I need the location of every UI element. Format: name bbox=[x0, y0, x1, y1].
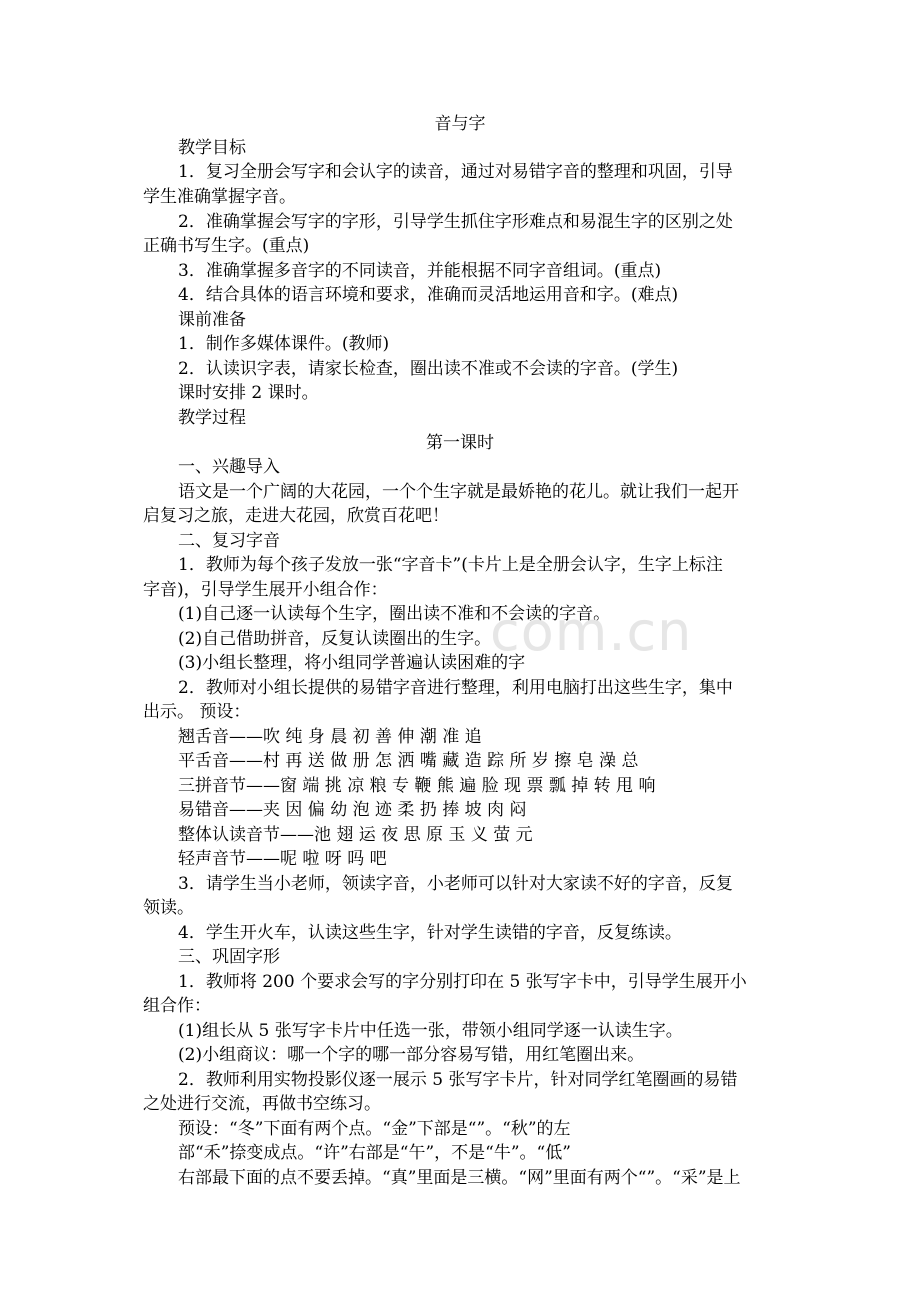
text-line: 1．教师将 200 个要求会写的字分别打印在 5 张写字卡中，引导学生展开小 bbox=[178, 972, 747, 992]
text-line: 之处进行交流，再做书空练习。 bbox=[143, 1094, 381, 1114]
text-line: 1．教师为每个孩子发放一张“字音卡”(卡片上是全册会认字，生字上标注 bbox=[178, 555, 723, 575]
text-line: 2．教师对小组长提供的易错字音进行整理，利用电脑打出这些生字，集中 bbox=[178, 678, 733, 698]
text-line: 2．认读识字表，请家长检查，圈出读不准或不会读的字音。(学生) bbox=[178, 359, 679, 379]
text-line: 1．复习全册会写字和会认字的读音，通过对易错字音的整理和巩固，引导 bbox=[178, 162, 733, 182]
heading-teaching-process: 教学过程 bbox=[178, 408, 246, 428]
text-line: 4．结合具体的语言环境和要求，准确而灵活地运用音和字。(难点) bbox=[178, 285, 679, 305]
text-line: 字音)，引导学生展开小组合作： bbox=[143, 580, 388, 600]
section-heading: 一、兴趣导入 bbox=[178, 457, 280, 477]
char-list-line: 翘舌音——吹 纯 身 晨 初 善 伸 潮 准 追 bbox=[178, 727, 482, 747]
text-line: 1．制作多媒体课件。(教师) bbox=[178, 334, 390, 354]
text-line: 出示。 预设： bbox=[143, 702, 251, 722]
text-line: 课时安排 2 课时。 bbox=[178, 383, 319, 403]
text-line: 正确书写生字。(重点) bbox=[143, 236, 310, 256]
text-line: (2)自己借助拼音，反复认读圈出的生字。 bbox=[178, 629, 492, 649]
text-line: 组合作： bbox=[143, 996, 211, 1016]
text-line: 部“禾”捺变成点。“许”右部是“午”，不是“牛”。“低” bbox=[178, 1143, 571, 1163]
text-line: 启复习之旅，走进大花园，欣赏百花吧！ bbox=[143, 506, 449, 526]
text-line: 领读。 bbox=[143, 898, 194, 918]
watermark: com.cn bbox=[490, 600, 693, 663]
text-line: 3．准确掌握多音字的不同读音，并能根据不同字音组词。(重点) bbox=[178, 261, 662, 281]
heading-preparation: 课前准备 bbox=[178, 310, 246, 330]
text-line: 学生准确掌握字音。 bbox=[143, 187, 296, 207]
text-line: 2．教师利用实物投影仪逐一展示 5 张写字卡片，针对同学红笔圈画的易错 bbox=[178, 1070, 738, 1090]
heading-teaching-goals: 教学目标 bbox=[178, 138, 246, 158]
text-line: 3．请学生当小老师，领读字音，小老师可以针对大家读不好的字音，反复 bbox=[178, 874, 733, 894]
text-line: 预设：“冬”下面有两个点。“金”下部是“”。“秋”的左 bbox=[178, 1119, 571, 1139]
text-line: 语文是一个广阔的大花园，一个个生字就是最娇艳的花儿。就让我们一起开 bbox=[178, 482, 739, 502]
text-line: 2．准确掌握会写字的字形，引导学生抓住字形难点和易混生字的区别之处 bbox=[178, 212, 733, 232]
char-list-line: 整体认读音节——池 翅 运 夜 思 原 玉 义 萤 元 bbox=[178, 825, 533, 845]
text-line: (3)小组长整理，将小组同学普遍认读困难的字 bbox=[178, 653, 526, 673]
char-list-line: 易错音——夹 因 偏 幼 泡 迹 柔 扔 捧 坡 肉 闷 bbox=[178, 800, 527, 820]
text-line: 4．学生开火车，认读这些生字，针对学生读错的字音，反复练读。 bbox=[178, 923, 682, 943]
document-title: 音与字 bbox=[434, 114, 486, 134]
section-heading: 二、复习字音 bbox=[178, 531, 280, 551]
char-list-line: 三拼音节——窗 端 挑 凉 粮 专 鞭 熊 遍 脸 现 票 瓢 掉 转 甩 响 bbox=[178, 776, 656, 796]
char-list-line: 平舌音——村 再 送 做 册 怎 洒 嘴 藏 造 踪 所 岁 擦 皂 澡 总 bbox=[178, 751, 639, 771]
text-line: (2)小组商议：哪一个字的哪一部分容易写错，用红笔圈出来。 bbox=[178, 1045, 645, 1065]
lesson-heading: 第一课时 bbox=[426, 433, 494, 453]
section-heading: 三、巩固字形 bbox=[178, 947, 280, 967]
text-line: (1)自己逐一认读每个生字，圈出读不准和不会读的字音。 bbox=[178, 604, 611, 624]
text-line: 右部最下面的点不要丢掉。“真”里面是三横。“网”里面有两个“”。“采”是上 bbox=[178, 1168, 741, 1188]
text-line: (1)组长从 5 张写字卡片中任选一张，带领小组同学逐一认读生字。 bbox=[178, 1021, 683, 1041]
char-list-line: 轻声音节——呢 啦 呀 吗 吧 bbox=[178, 849, 387, 869]
